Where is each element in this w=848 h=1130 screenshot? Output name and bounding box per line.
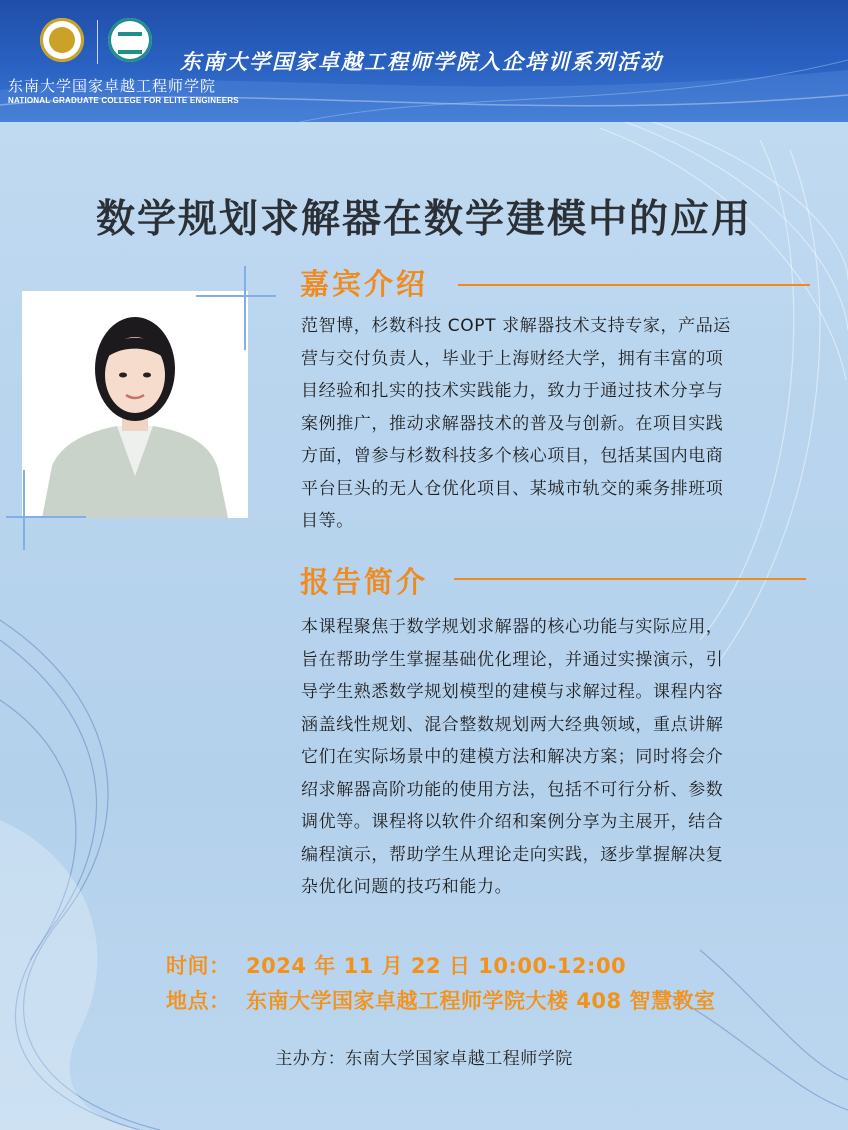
report-summary-line: 导学生熟悉数学规划模型的建模与求解过程。课程内容	[301, 682, 724, 702]
header-banner	[0, 0, 848, 122]
college-name-cn: 东南大学国家卓越工程师学院	[8, 77, 217, 95]
cross-decoration-top	[196, 266, 276, 350]
logo-divider	[97, 20, 98, 64]
event-time-value: 2024 年 11 月 22 日 10:00-12:00	[246, 954, 627, 978]
event-time-label: 时间：	[166, 954, 231, 978]
guest-bio-line: 营与交付负责人，毕业于上海财经大学，拥有丰富的项	[301, 348, 724, 369]
event-time	[166, 950, 626, 980]
organizer: 主办方：东南大学国家卓越工程师学院	[275, 1049, 573, 1069]
guest-bio-line: 目等。	[301, 511, 354, 531]
report-summary-line: 它们在实际场景中的建模方法和解决方案；同时将会介	[301, 747, 724, 767]
report-heading-underline	[454, 578, 806, 580]
report-heading: 报告简介	[300, 565, 429, 599]
report-summary-line: 本课程聚焦于数学规划求解器的核心功能与实际应用，	[301, 617, 724, 637]
guest-bio-line: 平台巨头的无人仓优化项目、某城市轨交的乘务排班项	[301, 478, 724, 499]
event-place-label: 地点：	[166, 989, 231, 1013]
series-title: 东南大学国家卓越工程师学院入企培训系列活动	[180, 50, 663, 74]
guest-bio	[301, 310, 816, 538]
event-place	[166, 985, 715, 1015]
seu-emblem-icon	[40, 18, 84, 62]
college-emblem-icon	[108, 18, 152, 62]
page-title: 数学规划求解器在数学建模中的应用	[95, 197, 752, 242]
guest-bio-line: 方面，曾参与杉数科技多个核心项目，包括某国内电商	[301, 446, 724, 466]
cross-decoration-bottom	[6, 470, 86, 550]
guest-bio-line: 案例推广，推动求解器技术的普及与创新。在项目实践	[301, 413, 724, 434]
guest-heading: 嘉宾介绍	[300, 267, 429, 301]
guest-bio-line: 目经验和扎实的技术实践能力，致力于通过技术分享与	[301, 381, 724, 401]
guest-heading-underline	[458, 284, 810, 286]
report-summary-line: 杂优化问题的技巧和能力。	[301, 877, 513, 897]
report-summary-line: 绍求解器高阶功能的使用方法，包括不可行分析、参数	[301, 779, 724, 800]
report-summary-line: 涵盖线性规划、混合整数规划两大经典领域，重点讲解	[301, 714, 724, 735]
report-summary-line: 编程演示，帮助学生从理论走向实践，逐步掌握解决复	[301, 844, 724, 865]
report-summary-line: 旨在帮助学生掌握基础优化理论，并通过实操演示，引	[301, 649, 724, 670]
event-place-value: 东南大学国家卓越工程师学院大楼 408 智慧教室	[246, 989, 716, 1013]
report-summary-line: 调优等。课程将以软件介绍和案例分享为主展开，结合	[301, 812, 724, 832]
college-name-en: NATIONAL GRADUATE COLLEGE FOR ELITE ENGINEERS	[8, 96, 239, 105]
report-summary	[301, 611, 816, 904]
guest-bio-line: 范智博，杉数科技 COPT 求解器技术支持专家，产品运	[301, 316, 731, 336]
